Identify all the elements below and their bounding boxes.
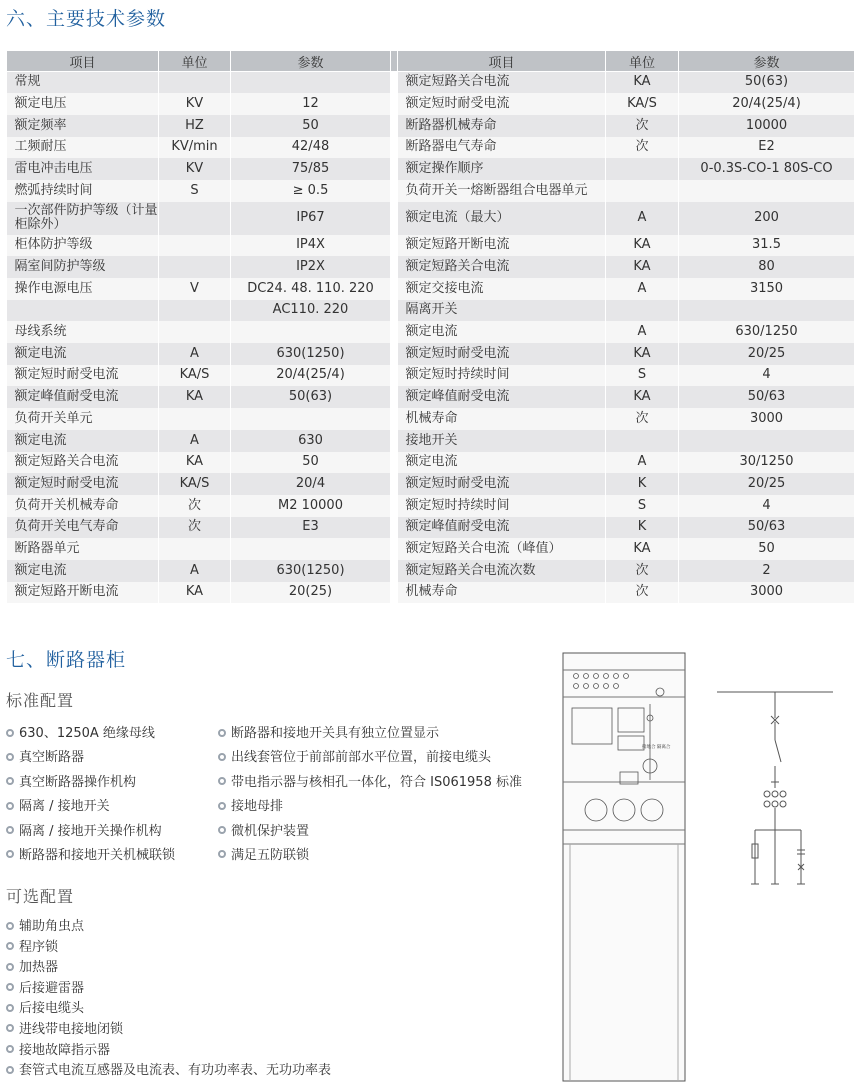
cell-gap: [391, 235, 398, 257]
table-row: [7, 430, 855, 452]
circle-bullet-icon: [6, 1045, 14, 1053]
cell-param-right: 630/1250: [679, 321, 855, 343]
standard-config-list-left: [6, 722, 175, 868]
cell-item-left: 工频耐压: [7, 137, 159, 159]
cell-param-right: 30/1250: [679, 452, 855, 474]
cell-unit-left: 次: [159, 495, 231, 517]
cell-gap: [391, 300, 398, 322]
cell-param-left: 630(1250): [231, 343, 391, 365]
table-row: [7, 386, 855, 408]
table-row: [7, 180, 855, 202]
cell-item-left: 柜体防护等级: [7, 235, 159, 257]
cell-param-left: IP67: [231, 202, 391, 235]
cell-item-right: 断路器机械寿命: [398, 115, 606, 137]
cell-param-right: 3000: [679, 582, 855, 604]
list-item: [6, 820, 175, 844]
cell-unit-right: K: [606, 517, 679, 539]
circle-bullet-icon: [6, 942, 14, 950]
list-item-label: 断路器和接地开关机械联锁: [19, 847, 176, 863]
cell-item-right: 机械寿命: [398, 408, 606, 430]
cell-param-right: 50/63: [679, 517, 855, 539]
cell-item-left: 雷电冲击电压: [7, 158, 159, 180]
cell-param-left: ≥ 0.5: [231, 180, 391, 202]
list-item-label: 接地故障指示器: [19, 1042, 111, 1058]
list-item: [6, 938, 331, 959]
cell-param-left: 12: [231, 93, 391, 115]
cell-item-right: 额定电流: [398, 321, 606, 343]
cell-unit-left: KV: [159, 93, 231, 115]
cell-gap: [391, 321, 398, 343]
optional-config-heading: 可选配置: [6, 887, 75, 906]
cell-item-right: 额定交接电流: [398, 278, 606, 300]
cell-item-right: 接地开关: [398, 430, 606, 452]
cell-param-right: [679, 430, 855, 452]
list-item-label: 630、1250A 绝缘母线: [19, 726, 155, 741]
list-item-label: 后接避雷器: [19, 980, 85, 996]
cell-unit-left: A: [159, 343, 231, 365]
cell-unit-left: KA: [159, 452, 231, 474]
cell-unit-right: [606, 300, 679, 322]
cell-param-left: 50(63): [231, 386, 391, 408]
cell-unit-left: HZ: [159, 115, 231, 137]
cell-param-left: 20/4: [231, 473, 391, 495]
cell-gap: [391, 473, 398, 495]
cell-unit-right: 次: [606, 560, 679, 582]
cell-unit-left: A: [159, 430, 231, 452]
list-item-label: 断路器和接地开关具有独立位置显示: [231, 726, 440, 741]
cell-gap: [391, 517, 398, 539]
cell-param-left: [231, 321, 391, 343]
section-7-title: 七、断路器柜: [6, 649, 127, 671]
list-item-label: 接地母排: [231, 799, 284, 815]
cell-param-right: 4: [679, 365, 855, 387]
circle-bullet-icon: [6, 983, 14, 991]
cell-gap: [391, 560, 398, 582]
list-item-label: 真空断路器操作机构: [19, 774, 137, 790]
table-row: [7, 495, 855, 517]
list-item: [218, 746, 522, 770]
table-row: [7, 321, 855, 343]
circle-bullet-icon: [218, 802, 226, 810]
cell-gap: [391, 452, 398, 474]
cell-item-right: 额定电流（最大）: [398, 202, 606, 235]
cell-unit-right: KA/S: [606, 93, 679, 115]
circle-bullet-icon: [218, 826, 226, 834]
section-6-title: 六、主要技术参数: [6, 8, 167, 30]
cell-unit-right: 次: [606, 137, 679, 159]
cell-unit-left: KV: [159, 158, 231, 180]
table-row: [7, 72, 855, 94]
cell-unit-right: KA: [606, 235, 679, 257]
header-unit-right: 单位: [606, 51, 679, 72]
cell-param-right: 20/25: [679, 343, 855, 365]
table-row: [7, 538, 855, 560]
standard-config-list-right: [218, 722, 522, 868]
cell-gap: [391, 202, 398, 235]
cell-gap: [391, 495, 398, 517]
table-row: [7, 202, 855, 235]
cell-param-right: [679, 180, 855, 202]
cell-item-left: 母线系统: [7, 321, 159, 343]
cell-gap: [391, 158, 398, 180]
cell-item-left: 额定短时耐受电流: [7, 365, 159, 387]
cell-item-left: 常规: [7, 72, 159, 94]
table-row: [7, 158, 855, 180]
cell-param-right: 20/4(25/4): [679, 93, 855, 115]
cell-param-right: 4: [679, 495, 855, 517]
cell-gap: [391, 430, 398, 452]
cell-unit-right: KA: [606, 256, 679, 278]
cell-unit-left: [159, 408, 231, 430]
cell-param-left: 630: [231, 430, 391, 452]
cell-unit-left: KV/min: [159, 137, 231, 159]
table-row: [7, 115, 855, 137]
circle-bullet-icon: [6, 850, 14, 858]
cell-item-left: [7, 300, 159, 322]
cell-param-left: DC24. 48. 110. 220: [231, 278, 391, 300]
cell-gap: [391, 408, 398, 430]
circle-bullet-icon: [6, 802, 14, 810]
list-item: [6, 958, 331, 979]
cell-unit-right: S: [606, 495, 679, 517]
cell-item-left: 额定电流: [7, 560, 159, 582]
cell-item-left: 负荷开关机械寿命: [7, 495, 159, 517]
cell-param-left: 75/85: [231, 158, 391, 180]
cell-item-right: 断路器电气寿命: [398, 137, 606, 159]
cell-gap: [391, 278, 398, 300]
cell-param-right: 20/25: [679, 473, 855, 495]
circle-bullet-icon: [6, 777, 14, 785]
cell-item-left: 额定电流: [7, 343, 159, 365]
single-line-schematic: [715, 688, 835, 898]
cell-item-left: 额定电压: [7, 93, 159, 115]
cell-item-left: 燃弧持续时间: [7, 180, 159, 202]
cell-item-left: 负荷开关电气寿命: [7, 517, 159, 539]
cell-unit-right: [606, 430, 679, 452]
cell-param-right: 31.5: [679, 235, 855, 257]
table-row: [7, 365, 855, 387]
cell-item-right: 隔离开关: [398, 300, 606, 322]
cell-unit-left: [159, 300, 231, 322]
cell-item-right: 额定电流: [398, 452, 606, 474]
cell-param-right: 10000: [679, 115, 855, 137]
circle-bullet-icon: [6, 922, 14, 930]
cell-gap: [391, 538, 398, 560]
cell-gap: [391, 343, 398, 365]
list-item: [6, 722, 175, 746]
cell-unit-right: A: [606, 278, 679, 300]
cell-unit-left: [159, 235, 231, 257]
cell-item-left: 额定短路关合电流: [7, 452, 159, 474]
cell-gap: [391, 180, 398, 202]
cell-item-left: 断路器单元: [7, 538, 159, 560]
cell-unit-left: [159, 321, 231, 343]
cell-item-left: 一次部件防护等级（计量柜除外）: [7, 202, 159, 235]
header-item-left: 项目: [7, 51, 159, 72]
table-row: [7, 343, 855, 365]
cell-item-right: 额定短路关合电流: [398, 256, 606, 278]
cell-gap: [391, 115, 398, 137]
cell-unit-right: K: [606, 473, 679, 495]
list-item-label: 辅助角虫点: [19, 919, 85, 934]
list-item: [6, 844, 175, 868]
switchgear-cabinet-drawing: [562, 652, 686, 1082]
circle-bullet-icon: [218, 729, 226, 737]
cell-item-right: 额定短时持续时间: [398, 365, 606, 387]
cell-item-right: 额定操作顺序: [398, 158, 606, 180]
header-unit-left: 单位: [159, 51, 231, 72]
cell-param-left: E3: [231, 517, 391, 539]
cell-param-left: 20/4(25/4): [231, 365, 391, 387]
cell-unit-right: KA: [606, 343, 679, 365]
cell-item-left: 额定电流: [7, 430, 159, 452]
cell-item-right: 额定短时耐受电流: [398, 343, 606, 365]
cell-item-left: 额定短时耐受电流: [7, 473, 159, 495]
cell-unit-right: KA: [606, 386, 679, 408]
cell-unit-right: A: [606, 202, 679, 235]
circle-bullet-icon: [6, 1066, 14, 1074]
cell-param-right: 3000: [679, 408, 855, 430]
cell-param-right: 50/63: [679, 386, 855, 408]
list-item-label: 出线套管位于前部前部水平位置，前接电缆头: [231, 750, 492, 766]
table-row: [7, 560, 855, 582]
cell-item-right: 负荷开关一熔断器组合电器单元: [398, 180, 606, 202]
cell-param-left: [231, 538, 391, 560]
cell-unit-left: V: [159, 278, 231, 300]
table-row: [7, 473, 855, 495]
list-item: [218, 844, 522, 868]
circle-bullet-icon: [6, 826, 14, 834]
cell-unit-left: A: [159, 560, 231, 582]
header-param-left: 参数: [231, 51, 391, 72]
header-item-right: 项目: [398, 51, 606, 72]
cell-param-right: 2: [679, 560, 855, 582]
list-item-label: 程序锁: [19, 939, 59, 955]
cell-param-left: [231, 408, 391, 430]
cell-unit-left: [159, 256, 231, 278]
cell-param-right: 0-0.3S-CO-1 80S-CO: [679, 158, 855, 180]
cell-gap: [391, 256, 398, 278]
header-param-right: 参数: [679, 51, 855, 72]
cell-item-right: 额定短路关合电流: [398, 72, 606, 94]
list-item: [218, 771, 522, 795]
circle-bullet-icon: [6, 1004, 14, 1012]
cell-item-left: 负荷开关单元: [7, 408, 159, 430]
table-row: [7, 235, 855, 257]
table-row: [7, 408, 855, 430]
list-item-label: 真空断路器: [19, 750, 85, 766]
list-item: [6, 771, 175, 795]
cell-gap: [391, 93, 398, 115]
table-row: [7, 93, 855, 115]
cell-unit-left: KA/S: [159, 473, 231, 495]
cell-param-left: 20(25): [231, 582, 391, 604]
cell-param-left: [231, 72, 391, 94]
cell-item-right: 额定短路关合电流（峰值）: [398, 538, 606, 560]
list-item: [218, 722, 522, 746]
cell-param-left: 50: [231, 452, 391, 474]
table-header-row: [7, 51, 855, 72]
table-row: [7, 582, 855, 604]
cell-param-right: 80: [679, 256, 855, 278]
cell-item-right: 额定短时持续时间: [398, 495, 606, 517]
circle-bullet-icon: [218, 753, 226, 761]
list-item: [6, 1041, 331, 1062]
cell-param-right: E2: [679, 137, 855, 159]
circle-bullet-icon: [6, 729, 14, 737]
list-item-label: 隔离 / 接地开关: [19, 799, 110, 815]
cell-unit-right: S: [606, 365, 679, 387]
table-row: [7, 517, 855, 539]
cell-param-left: 42/48: [231, 137, 391, 159]
cell-gap: [391, 137, 398, 159]
cell-item-right: 额定短时耐受电流: [398, 473, 606, 495]
list-item: [6, 917, 331, 938]
list-item-label: 套管式电流互感器及电流表、有功功率表、无功功率表: [19, 1063, 332, 1079]
list-item: [6, 795, 175, 819]
cell-unit-right: [606, 158, 679, 180]
list-item-label: 加热器: [19, 960, 59, 976]
table-row: [7, 300, 855, 322]
tech-params-table: [6, 50, 855, 603]
cell-param-right: 50: [679, 538, 855, 560]
list-item-label: 隔离 / 接地开关操作机构: [19, 823, 162, 839]
cell-item-right: 机械寿命: [398, 582, 606, 604]
cell-param-left: 50: [231, 115, 391, 137]
list-item-label: 进线带电接地闭锁: [19, 1021, 124, 1037]
cell-item-left: 额定短路开断电流: [7, 582, 159, 604]
cell-unit-left: S: [159, 180, 231, 202]
circle-bullet-icon: [218, 850, 226, 858]
cell-unit-left: KA: [159, 386, 231, 408]
cell-unit-right: KA: [606, 538, 679, 560]
cell-param-left: AC110. 220: [231, 300, 391, 322]
cell-item-right: 额定短路开断电流: [398, 235, 606, 257]
cell-gap: [391, 365, 398, 387]
standard-config-heading: 标准配置: [6, 691, 75, 710]
list-item-label: 后接电缆头: [19, 1001, 85, 1017]
cell-param-right: 200: [679, 202, 855, 235]
optional-config-list: [6, 917, 331, 1082]
cell-unit-left: KA: [159, 582, 231, 604]
cell-unit-right: [606, 180, 679, 202]
list-item: [6, 746, 175, 770]
cell-unit-left: [159, 538, 231, 560]
cell-unit-right: 次: [606, 115, 679, 137]
cell-unit-right: A: [606, 452, 679, 474]
circle-bullet-icon: [6, 753, 14, 761]
cell-item-left: 操作电源电压: [7, 278, 159, 300]
circle-bullet-icon: [6, 1024, 14, 1032]
cell-item-right: 额定峰值耐受电流: [398, 517, 606, 539]
list-item: [6, 999, 331, 1020]
cell-unit-right: 次: [606, 408, 679, 430]
cell-gap: [391, 582, 398, 604]
list-item: [6, 979, 331, 1000]
cell-param-right: 3150: [679, 278, 855, 300]
cell-param-left: 630(1250): [231, 560, 391, 582]
cell-param-right: [679, 300, 855, 322]
cell-param-right: 50(63): [679, 72, 855, 94]
cell-gap: [391, 72, 398, 94]
cell-unit-left: [159, 72, 231, 94]
cabinet-indicator-label: 接地合 隔离合: [642, 745, 671, 750]
table-row: [7, 278, 855, 300]
list-item-label: 满足五防联锁: [231, 847, 310, 863]
cell-item-right: 额定短路关合电流次数: [398, 560, 606, 582]
table-row: [7, 137, 855, 159]
list-item: [218, 820, 522, 844]
cell-gap: [391, 386, 398, 408]
cell-param-left: IP2X: [231, 256, 391, 278]
table-row: [7, 452, 855, 474]
list-item-label: 带电指示器与核相孔一体化，符合 IS061958 标准: [231, 774, 522, 790]
cell-unit-left: [159, 202, 231, 235]
list-item: [6, 1061, 331, 1082]
header-gap: [391, 51, 398, 72]
cell-unit-right: A: [606, 321, 679, 343]
cell-unit-right: 次: [606, 582, 679, 604]
cell-item-right: 额定短时耐受电流: [398, 93, 606, 115]
cell-unit-right: KA: [606, 72, 679, 94]
cell-item-right: 额定峰值耐受电流: [398, 386, 606, 408]
circle-bullet-icon: [218, 777, 226, 785]
cell-unit-left: KA/S: [159, 365, 231, 387]
cell-param-left: IP4X: [231, 235, 391, 257]
cell-item-left: 额定峰值耐受电流: [7, 386, 159, 408]
cell-unit-left: 次: [159, 517, 231, 539]
list-item: [6, 1020, 331, 1041]
list-item: [218, 795, 522, 819]
circle-bullet-icon: [6, 963, 14, 971]
cell-item-left: 额定频率: [7, 115, 159, 137]
cell-item-left: 隔室间防护等级: [7, 256, 159, 278]
list-item-label: 微机保护装置: [231, 823, 310, 839]
cell-param-left: M2 10000: [231, 495, 391, 517]
table-row: [7, 256, 855, 278]
